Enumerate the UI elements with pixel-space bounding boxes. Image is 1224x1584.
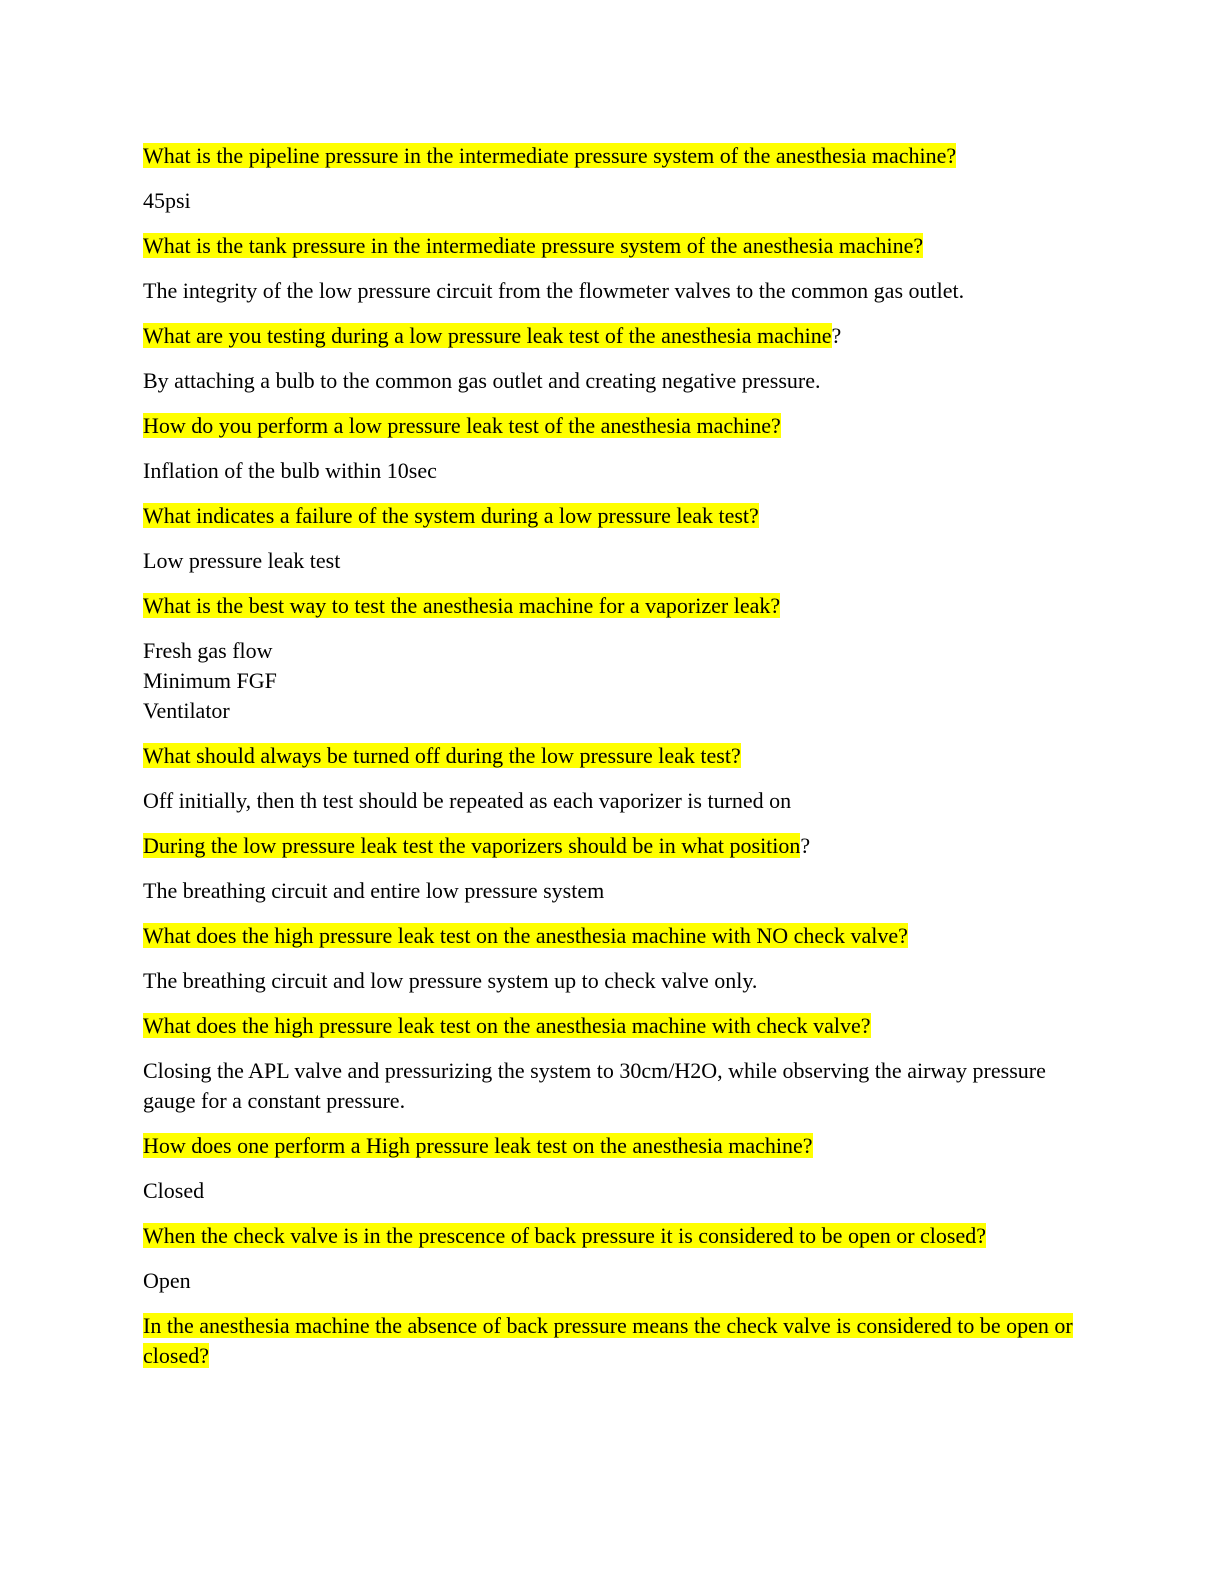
answer-9 [143,966,1083,996]
document-body [143,141,1083,1386]
highlighted-question-text: What does the high pressure leak test on the anesthesia machine with check valve? [143,1013,871,1038]
question-9 [143,921,1083,951]
answer-2 [143,276,1083,306]
highlighted-question-text: How does one perform a High pressure leak test on the anesthesia machine? [143,1133,813,1158]
highlighted-question-text: What is the best way to test the anesthesia machine for a vaporizer leak? [143,593,781,618]
highlighted-question-text: What is the pipeline pressure in the intermediate pressure system of the anesthesia machine? [143,143,957,168]
answer-line: 45psi [143,188,191,213]
highlighted-question-text: When the check valve is in the prescence of back pressure it is considered to be open or closed? [143,1223,987,1248]
highlighted-question-text: What indicates a failure of the system during a low pressure leak test? [143,503,759,528]
answer-8 [143,876,1083,906]
answer-7 [143,786,1083,816]
question-12 [143,1221,1083,1251]
answer-line: Fresh gas flow [143,638,273,663]
answer-10 [143,1056,1083,1116]
highlighted-question-text: During the low pressure leak test the vaporizers should be in what position [143,833,801,858]
answer-line: Closed [143,1178,205,1203]
question-8 [143,831,1083,861]
question-11 [143,1131,1083,1161]
answer-line: Off initially, then th test should be repeated as each vaporizer is turned on [143,788,792,813]
highlighted-question-text: What does the high pressure leak test on the anesthesia machine with NO check valve? [143,923,908,948]
highlighted-question-text: How do you perform a low pressure leak test of the anesthesia machine? [143,413,781,438]
answer-line: By attaching a bulb to the common gas outlet and creating negative pressure. [143,368,821,393]
answer-5 [143,546,1083,576]
highlighted-question-text: In the anesthesia machine the absence of back pressure means the check valve is considered to be open or closed? [143,1313,1073,1368]
highlighted-question-text: What are you testing during a low pressure leak test of the anesthesia machine [143,323,832,348]
question-3 [143,321,1083,351]
highlighted-question-text: What should always be turned off during the low pressure leak test? [143,743,741,768]
question-4 [143,411,1083,441]
answer-12 [143,1266,1083,1296]
question-tail: ? [800,833,811,858]
question-13 [143,1311,1083,1371]
question-2 [143,231,1083,261]
question-5 [143,501,1083,531]
answer-line: The integrity of the low pressure circuit from the flowmeter valves to the common gas outlet. [143,278,965,303]
question-tail: ? [831,323,842,348]
answer-line: The breathing circuit and entire low pressure system [143,878,605,903]
question-6 [143,591,1083,621]
answer-line: Inflation of the bulb within 10sec [143,458,437,483]
highlighted-question-text: What is the tank pressure in the intermediate pressure system of the anesthesia machine? [143,233,924,258]
question-10 [143,1011,1083,1041]
answer-line: Low pressure leak test [143,548,341,573]
answer-3 [143,366,1083,396]
question-1 [143,141,1083,171]
answer-1 [143,186,1083,216]
answer-line: The breathing circuit and low pressure system up to check valve only. [143,968,758,993]
answer-11 [143,1176,1083,1206]
answer-line: Minimum FGF [143,668,277,693]
question-7 [143,741,1083,771]
answer-line: Ventilator [143,698,230,723]
answer-line: Open [143,1268,191,1293]
answer-6 [143,636,1083,726]
answer-4 [143,456,1083,486]
answer-line: Closing the APL valve and pressurizing the system to 30cm/H2O, while observing the airway pressure gauge for a constant pressure. [143,1058,1046,1113]
